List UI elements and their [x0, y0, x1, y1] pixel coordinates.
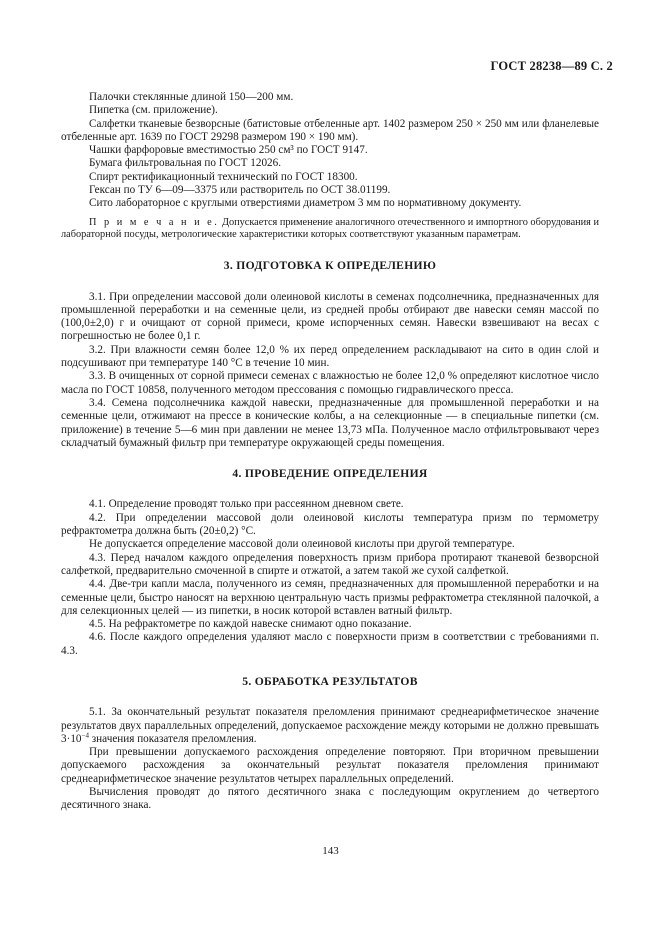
paragraph: 4.1. Определение проводят только при рассеянном дневном свете. — [89, 498, 404, 511]
paragraph: 3.3. В очищенных от сорной примеси семенах с влажностью не более 12,0 % определяют кислотное число масла по ГОСТ 10858, полученного методом прессования с помощью гидравлического пресса. — [61, 370, 599, 396]
paragraph: 4.2. При определении массовой доли олеиновой кислоты температура призм по термометру рефрактометра должна быть (20±0,2) °С. — [61, 511, 599, 538]
equipment-item: Салфетки тканевые безворсные (батистовые отбеленные арт. 1402 размером 250 × 250 мм или фланелевые отбеленные арт. 1639 по ГОСТ 29298 размером 190 × 190 мм). — [61, 117, 599, 143]
equipment-item: Гексан по ТУ 6—09—3375 или растворитель по ОСТ 38.01199. — [89, 184, 391, 197]
note-text: Допускается применение аналогичного отечественного и импортного оборудования и лабораторной посуды, метрологические характеристики которых соответствуют указанным параметрам. — [61, 216, 600, 241]
paragraph: Вычисления проводят до пятого десятичного знака с последующим округлением до четвертого десятичного знака. — [61, 786, 599, 812]
equipment-item: Сито лабораторное с круглыми отверстиями диаметром 3 мм по нормативному документу. — [89, 197, 522, 210]
paragraph — [61, 706, 599, 746]
page-content — [61, 91, 599, 813]
page-number: 143 — [322, 845, 339, 857]
section-3-title: 3. ПОДГОТОВКА К ОПРЕДЕЛЕНИЮ — [223, 259, 437, 273]
section-5-title: 5. ОБРАБОТКА РЕЗУЛЬТАТОВ — [242, 674, 418, 688]
paragraph-text: 5.1. За окончательный результат показателя преломления принимают среднеарифметическое значение результатов двух параллельных определений, допускаемое расхождение между которыми не должно превышать 3·10 — [61, 706, 599, 745]
equipment-item: Палочки стеклянные длиной 150—200 мм. — [89, 91, 294, 103]
paragraph: 4.4. Две-три капли масла, полученного из семян, предназначенных для промышленной переработки и на семенные цели, быстро наносят на верхнюю центральную часть призмы рефрактометра стеклянной палочкой, а для селекционных целей — из пипетки, в носик которой вставлен ватный фильтр. — [61, 578, 599, 617]
note — [61, 217, 599, 243]
paragraph: 3.1. При определении массовой доли олеиновой кислоты в семенах подсолнечника, предназначенных для промышленной переработки и на семенные цели, из средней пробы отбирают две навески семян массой по (100,0±2,0) г и очищают от сорной примеси, кроме испорченных семян. Навески взвешивают на весах с погрешностью не более 0,1 г. — [61, 290, 599, 343]
paragraph: При превышении допускаемого расхождения определение повторяют. При вторичном превышении допускаемого расхождения за окончательный результат показателя преломления принимают среднеарифметическое значение результатов четырех параллельных определений. — [61, 746, 599, 785]
note-label: П р и м е ч а н и е. — [89, 216, 220, 228]
paragraph: Не допускается определение массовой доли олеиновой кислоты при другой температуре. — [89, 538, 515, 551]
paragraph: 4.3. Перед началом каждого определения поверхность призм прибора протирают тканевой безворсной салфеткой, предварительно смоченной в спирте и отжатой, а затем такой же сухой салфеткой. — [61, 551, 599, 577]
section-4-title: 4. ПРОВЕДЕНИЕ ОПРЕДЕЛЕНИЯ — [232, 467, 428, 481]
equipment-item: Пипетка (см. приложение). — [89, 104, 218, 117]
paragraph: 3.2. При влажности семян более 12,0 % их перед определением раскладывают на сито в один слой и подсушивают при температуре 140 °С в течение 10 мин. — [61, 343, 599, 370]
exponent: −4 — [81, 731, 89, 740]
paragraph: 3.4. Семена подсолнечника каждой навески, предназначенные для промышленной переработки и на семенные цели, отжимают на прессе в конические колбы, а на селекционные — в специальные пипетки (см. приложение) в течение 5—6 мин при давлении не менее 13,73 мПа. Полученное масло отфильтровывают через складчатый бумажный фильтр при температуре окружающей среды помещения. — [61, 396, 599, 449]
equipment-item: Бумага фильтровальная по ГОСТ 12026. — [89, 157, 282, 170]
paragraph: 4.5. На рефрактометре по каждой навеске снимают одно показание. — [89, 618, 412, 631]
paragraph-text: значения показателя преломления. — [88, 732, 257, 745]
document-header: ГОСТ 28238—89 С. 2 — [490, 59, 613, 73]
equipment-item: Чашки фарфоровые вместимостью 250 см³ по ГОСТ 9147. — [89, 144, 368, 157]
paragraph: 4.6. После каждого определения удаляют масло с поверхности призм в соответствии с требованиями п. 4.3. — [61, 631, 599, 657]
equipment-item: Спирт ректификационный технический по ГОСТ 18300. — [89, 170, 358, 183]
